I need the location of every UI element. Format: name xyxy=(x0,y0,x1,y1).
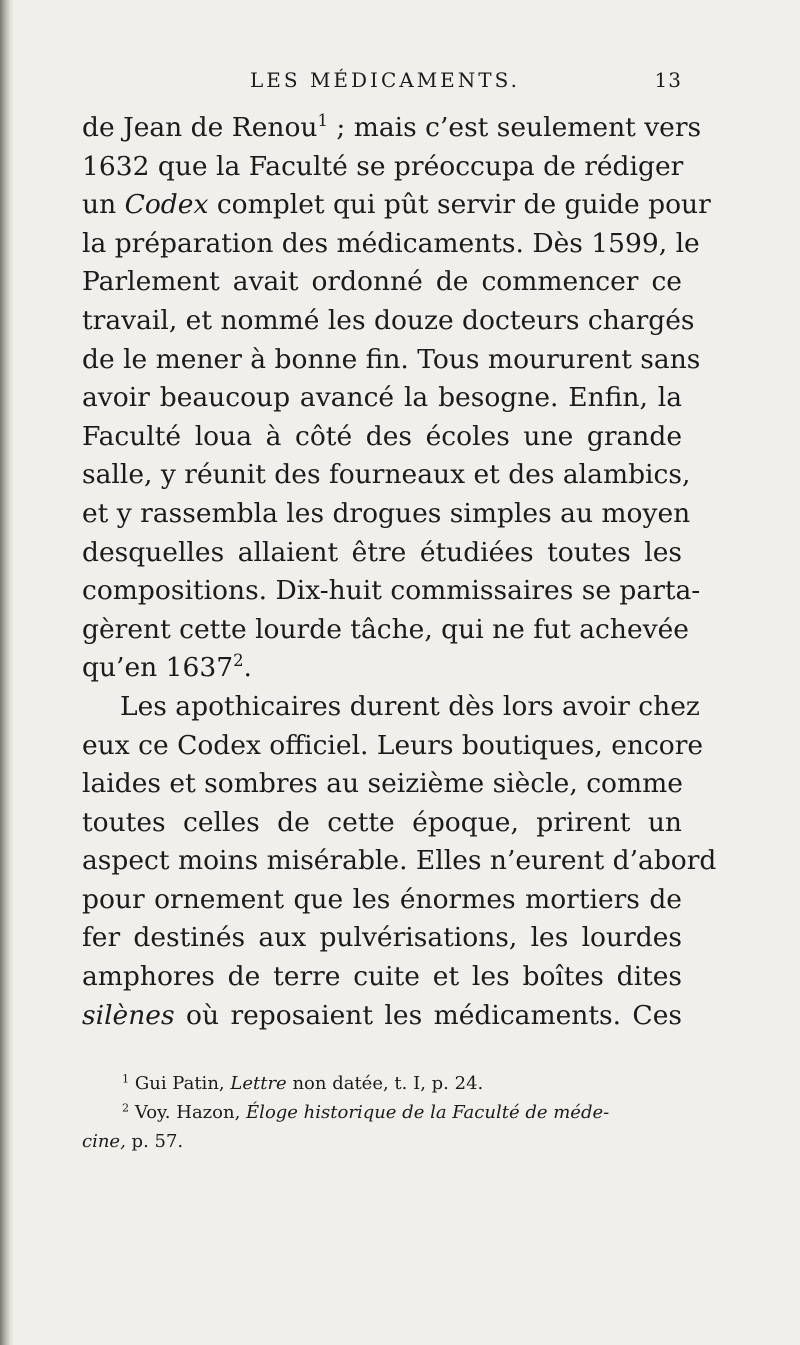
page-binding-shadow xyxy=(0,0,14,1345)
footnote-text: p. 57. xyxy=(131,1131,184,1152)
text-line: Parlement avait ordonné de commencer ce xyxy=(82,266,682,298)
footnote-title: Lettre xyxy=(230,1073,287,1094)
text-line: aspect moins misérable. Elles n’eurent d’abord xyxy=(82,845,717,877)
page-number: 13 xyxy=(654,68,682,92)
text-fragment: qu’en 1637 xyxy=(82,652,234,684)
footnotes xyxy=(82,1069,682,1156)
text-line xyxy=(82,997,682,1036)
text-line: et y rassembla les drogues simples au moyen xyxy=(82,497,691,529)
text-line: laides et sombres au seizième siècle, comme xyxy=(82,768,683,800)
text-line: desquelles allaient être étudiées toutes les xyxy=(82,536,682,568)
text-line: compositions. Dix-huit commissaires se parta- xyxy=(82,575,701,607)
text-line: avoir beaucoup avancé la besogne. Enfin, la xyxy=(82,382,682,414)
text-line: de le mener à bonne fin. Tous moururent sans xyxy=(82,343,701,375)
footnote-reference: 1 xyxy=(317,111,328,131)
text-line: salle, y réunit des fourneaux et des alambics, xyxy=(82,459,691,491)
text-line xyxy=(82,649,682,688)
italic-term: Codex xyxy=(124,189,209,221)
text-fragment: ; mais c’est seulement vers xyxy=(336,112,702,143)
footnote-2 xyxy=(82,1098,682,1127)
italic-term: silènes xyxy=(82,999,175,1031)
footnote-author: Gui Patin, xyxy=(134,1073,225,1094)
text-line xyxy=(82,109,702,148)
footnote-marker: 1 xyxy=(122,1072,130,1086)
footnote-1 xyxy=(82,1069,682,1098)
text-line: travail, et nommé les douze docteurs chargés xyxy=(82,304,695,336)
text-fragment: un xyxy=(82,189,117,221)
text-line: amphores de terre cuite et les boîtes dites xyxy=(82,961,682,993)
text-fragment: de Jean de Renou xyxy=(82,112,318,143)
text-fragment: où reposaient les médicaments. Ces xyxy=(186,999,682,1031)
body-text xyxy=(82,109,717,1035)
text-line xyxy=(82,186,711,225)
footnote-marker: 2 xyxy=(122,1101,130,1115)
text-line: Faculté loua à côté des écoles une grande xyxy=(82,420,682,452)
text-line: fer destinés aux pulvérisations, les lourdes xyxy=(82,922,682,954)
footnote-2-continued xyxy=(82,1127,682,1156)
running-head xyxy=(82,68,682,102)
text-fragment: . xyxy=(243,652,252,684)
text-line: gèrent cette lourde tâche, qui ne fut achevée xyxy=(82,613,689,645)
footnote-author: Voy. Hazon, xyxy=(134,1102,241,1123)
text-line: pour ornement que les énormes mortiers de xyxy=(82,883,682,915)
footnote-reference: 2 xyxy=(233,651,244,671)
footnote-title: cine, xyxy=(82,1131,126,1152)
text-line: la préparation des médicaments. Dès 1599, le xyxy=(82,227,700,259)
text-line: toutes celles de cette époque, prirent un xyxy=(82,806,682,838)
text-line: Les apothicaires durent dès lors avoir chez xyxy=(120,690,700,722)
footnote-text: non datée, t. I, p. 24. xyxy=(292,1073,484,1094)
footnote-title: Éloge historique de la Faculté de méde- xyxy=(246,1102,610,1123)
running-title: LES MÉDICAMENTS. xyxy=(250,68,520,92)
text-line: 1632 que la Faculté se préoccupa de rédiger xyxy=(82,150,684,182)
text-line: eux ce Codex officiel. Leurs boutiques, encore xyxy=(82,729,704,761)
text-fragment: complet qui pût servir de guide pour xyxy=(216,189,711,221)
